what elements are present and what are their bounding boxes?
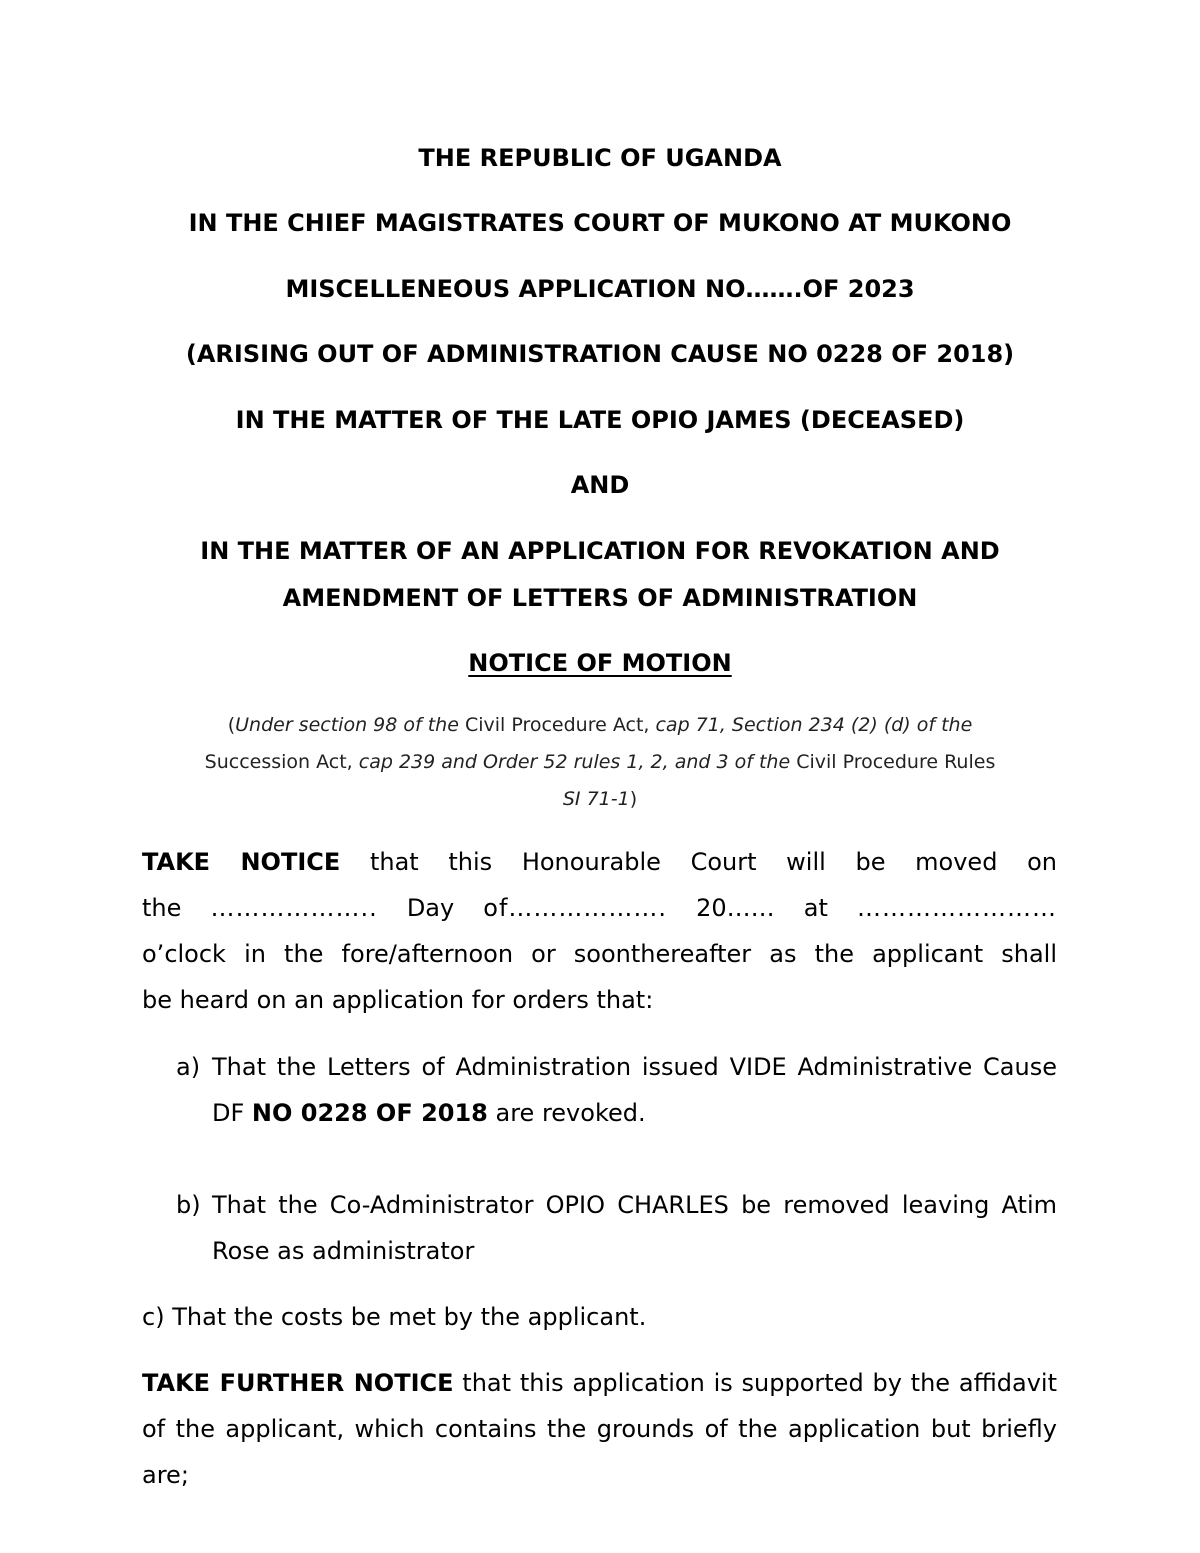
order-item-c: c) That the costs be met by the applicant. — [142, 1303, 647, 1331]
take-further-notice-paragraph: TAKE FURTHER NOTICE that this application is supported by the affidavit of the applicant, which contains the grounds of the application but briefly are; — [142, 1369, 1057, 1489]
matter-of-deceased: IN THE MATTER OF THE LATE OPIO JAMES (DECEASED) — [235, 406, 965, 434]
republic-heading: THE REPUBLIC OF UGANDA — [418, 144, 782, 172]
notice-of-motion-title: NOTICE OF MOTION — [468, 649, 732, 677]
arising-out-of: (ARISING OUT OF ADMINISTRATION CAUSE NO 0228 OF 2018) — [185, 340, 1015, 368]
statutory-authority: (Under section 98 of the Civil Procedure Act, cap 71, Section 234 (2) (d) of the Succession Act, cap 239 and Order 52 rules 1, 2, and 3 of the Civil Procedure Rules SI 71-1) — [204, 714, 996, 810]
matter-of-application-line1: IN THE MATTER OF AN APPLICATION FOR REVOKATION AND — [200, 537, 1000, 565]
court-heading: IN THE CHIEF MAGISTRATES COURT OF MUKONO AT MUKONO — [188, 209, 1012, 237]
application-number: MISCELLENEOUS APPLICATION NO…….OF 2023 — [285, 275, 915, 303]
order-item-a: a) That the Letters of Administration issued VIDE Administrative Cause DF NO 0228 OF 2018 are revoked. — [176, 1053, 1057, 1127]
take-notice-paragraph: TAKE NOTICE that this Honourable Court will be moved on the ……………….. Day of………………. 20…… at …………………… o’clock in the fore/afternoon or soonthereafter as the applicant shall be heard on an application for orders that: — [142, 848, 1057, 1014]
and-connector: AND — [570, 471, 630, 499]
order-item-b: b) That the Co-Administrator OPIO CHARLES be removed leaving Atim Rose as administrator — [176, 1191, 1057, 1265]
matter-of-application-line2: AMENDMENT OF LETTERS OF ADMINISTRATION — [282, 584, 918, 612]
